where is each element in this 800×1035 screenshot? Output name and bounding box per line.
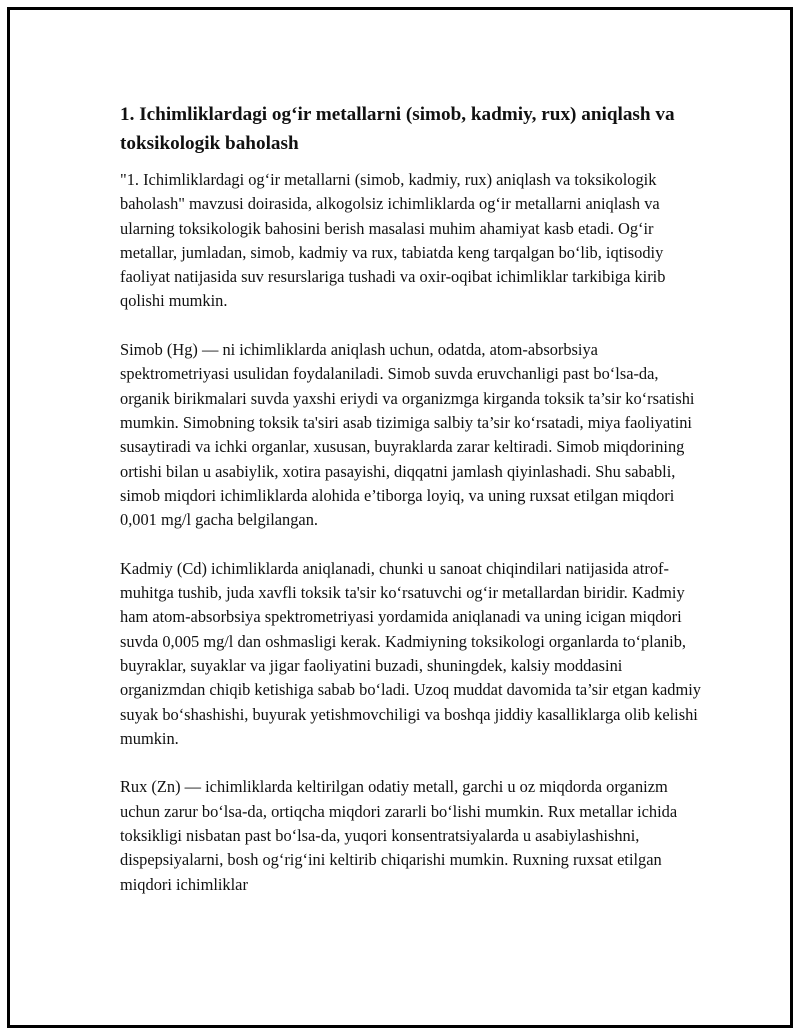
- page-title: 1. Ichimliklardagi og‘ir metallarni (simob, kadmiy, rux) aniqlash va toksikologik baholash: [120, 104, 675, 154]
- paragraph-cadmium: Kadmiy (Cd) ichimliklarda aniqlanadi, chunki u sanoat chiqindilari natijasida atrof-muhitga tushib, juda xavfli toksik ta'sir ko‘rsatuvchi og‘ir metallardan biridir. Kadmiy ham atom-absorbsiya spektrometriyasi yordamida aniqlanadi va uning icigan miqdori suvda 0,005 mg/l dan oshmasligi kerak. Kadmiyning toksikologi organlarda to‘planib, buyraklar, suyaklar va jigar faoliyatini buzadi, shuningdek, kalsiy moddasini organizmdan chiqib ketishiga sabab bo‘ladi. Uzoq muddat davomida ta’sir etgan kadmiy suyak bo‘shashishi, buyurak yetishmovchiligi va boshqa jiddiy kasalliklarga olib kelishi mumkin.: [120, 558, 701, 748]
- paragraph-mercury: Simob (Hg) — ni ichimliklarda aniqlash uchun, odatda, atom-absorbsiya spektrometriyasi usulidan foydalaniladi. Simob suvda eruvchanligi past bo‘lsa-da, organik birikmalari suvda yaxshi eriydi va organizmga kirganda toksik ta’sir ko‘rsatishi mumkin. Simobning toksik ta'siri asab tizimiga salbiy ta’sir ko‘rsatadi, miya faoliyatini susaytiradi va ichki organlar, xususan, buyraklarda zarar keltiradi. Simob miqdorining ortishi bilan u asabiylik, xotira pasayishi, diqqatni jamlash qiyinlashadi. Shu sababli, simob miqdori ichimliklarda alohida e’tiborga loyiq, va uning ruxsat etilgan miqdori 0,001 mg/l gacha belgilangan.: [120, 340, 695, 530]
- paragraph-intro: "1. Ichimliklardagi og‘ir metallarni (simob, kadmiy, rux) aniqlash va toksikologik baholash" mavzusi doirasida, alkogolsiz ichimliklarda og‘ir metallarni aniqlash va ularning toksikologik bahosini berish masalasi muhim ahamiyat kasb etadi. Og‘ir metallar, jumladan, simob, kadmiy va rux, tabiatda keng tarqalgan bo‘lib, iqtisodiy faoliyat natijasida suv resurslariga tushadi va oxir-oqibat ichimliklar tarkibiga kirib qolishi mumkin.: [120, 170, 666, 311]
- document-body: [120, 100, 710, 897]
- page-frame: [7, 7, 793, 1028]
- paragraph-zinc: Rux (Zn) — ichimliklarda keltirilgan odatiy metall, garchi u oz miqdorda organizm uchun zarur bo‘lsa-da, ortiqcha miqdori zararli bo‘lishi mumkin. Rux metallar ichida toksikligi nisbatan past bo‘lsa-da, yuqori konsentratsiyalarda u asabiylashishni, dispepsiyalarni, bosh og‘rig‘ini keltirib chiqarishi mumkin. Ruxning ruxsat etilgan miqdori ichimliklar: [120, 777, 678, 894]
